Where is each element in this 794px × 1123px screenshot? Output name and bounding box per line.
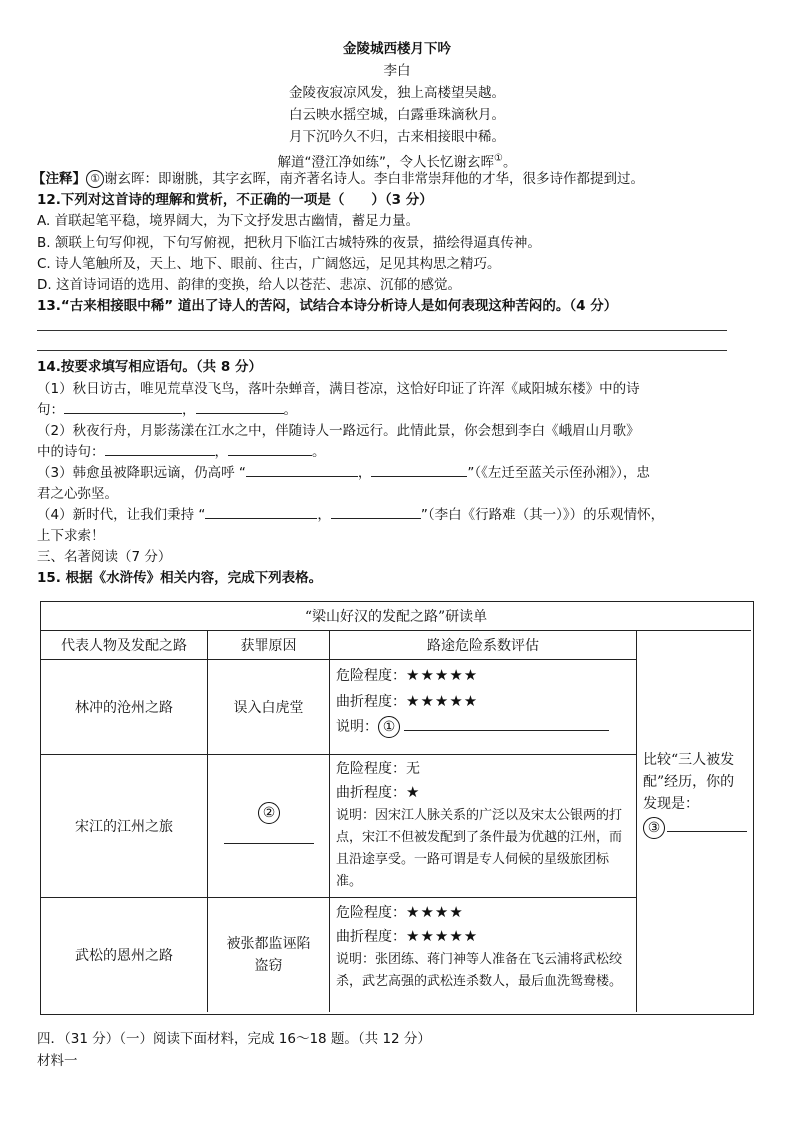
annotation-mark: ① <box>86 170 104 188</box>
compare-text: 比较“三人被发配”经历，你的发现是： <box>643 752 735 812</box>
footnote-mark: ① <box>494 153 503 164</box>
row1-twist-label: 曲折程度： <box>336 694 406 710</box>
q14-part3-line1: （3）韩愈虽被降职远谪，仍高呼 “ ， ”（《左迁至蓝关示侄孙湘》），忠 <box>37 462 650 484</box>
q14-part4-prefix: （4）新时代，让我们秉持 “ <box>37 507 206 523</box>
header-reason: 获罪原因 <box>208 631 330 660</box>
row2-note-label: 说明： <box>336 808 376 823</box>
section4-heading: 四．（31 分）（一）阅读下面材料，完成 16～18 题。（共 12 分） <box>37 1031 431 1047</box>
q14-blank-3[interactable] <box>105 441 215 456</box>
row3-route: 武松的恩州之路 <box>41 898 208 1012</box>
row3-note-text: 张团练、蒋门神等人准备在飞云浦将武松绞杀，武艺高强的武松连杀数人，最后血洗鸳鸯楼。 <box>336 952 623 989</box>
q14-blank-7[interactable] <box>205 504 317 519</box>
q14-part2-prefix: 中的诗句： <box>37 444 105 460</box>
annotation <box>32 168 644 190</box>
row2-danger-value: 无 <box>406 761 420 777</box>
annotation-label: 【注释】 <box>32 171 86 187</box>
q14-part1-prefix: 句： <box>37 402 64 418</box>
material-1-label: 材料一 <box>37 1053 78 1069</box>
row1-note-label: 说明： <box>336 719 378 735</box>
row2-reason-blank[interactable] <box>224 829 314 844</box>
study-table <box>40 601 754 1015</box>
row2-route: 宋江的江州之旅 <box>41 755 208 898</box>
header-route: 代表人物及发配之路 <box>41 631 208 660</box>
row2-reason-mark: ② <box>258 802 280 824</box>
q14-part4-line2: 上下求索！ <box>37 528 105 544</box>
q14-stem: 14.按要求填写相应语句。（共 8 分） <box>37 359 262 375</box>
q14-part1-end: 。 <box>283 402 297 418</box>
row3-danger-stars: ★★★★ <box>406 903 464 921</box>
q14-part3-line2: 君之心弥坚。 <box>37 486 118 502</box>
q14-part2-line1: （2）秋夜行舟，月影荡漾在江水之中，伴随诗人一路远行。此情此景，你会想到李白《峨眉山月歌》 <box>37 423 640 439</box>
poem-line-3: 月下沉吟久不归，古来相接眼中稀。 <box>289 129 505 145</box>
q14-blank-4[interactable] <box>228 441 312 456</box>
q14-blank-1[interactable] <box>64 399 182 414</box>
q14-part3-suffix: ”（《左迁至蓝关示侄孙湘》），忠 <box>467 465 650 481</box>
annotation-text: 谢玄晖：即谢朓，其字玄晖，南齐著名诗人。李白非常崇拜他的才华，很多诗作都提到过。 <box>104 171 644 187</box>
q13-stem: 13.“古来相接眼中稀” 道出了诗人的苦闷，试结合本诗分析诗人是如何表现这种苦闷的。（4 分） <box>37 298 618 314</box>
answer-line-2[interactable] <box>37 350 727 351</box>
q14-part4-suffix: ”（李白《行路难（其一）》）的乐观情怀， <box>420 507 665 523</box>
row2-danger-label: 危险程度： <box>336 761 406 777</box>
row3-danger-label: 危险程度： <box>336 905 406 921</box>
row1-note-mark: ① <box>378 716 400 738</box>
q14-part2-end: 。 <box>312 444 326 460</box>
q12-stem: 12.下列对这首诗的理解和赏析，不正确的一项是（ ）（3 分） <box>37 192 433 208</box>
q14-part1-line1: （1）秋日访古，唯见荒草没飞鸟，落叶杂蝉音，满目苍凉，这恰好印证了许浑《咸阳城东楼》中的诗 <box>37 381 640 397</box>
row3-twist-stars: ★★★★★ <box>406 927 479 945</box>
poem-line-4-text: 解道“澄江净如练”，令人长忆谢玄晖 <box>277 154 495 171</box>
row3-reason: 被张都监诬陷盗窃 <box>208 898 330 1012</box>
poem-line-2: 白云映水摇空城，白露垂珠滴秋月。 <box>289 107 505 123</box>
section3-heading: 三、名著阅读（7 分） <box>37 549 172 565</box>
poem-line-1: 金陵夜寂凉风发，独上高楼望吴越。 <box>289 85 505 101</box>
poem-author: 李白 <box>383 63 411 79</box>
row1-twist-stars: ★★★★★ <box>406 692 479 710</box>
poem-line-4-end: 。 <box>502 154 517 171</box>
answer-line-1[interactable] <box>37 330 727 331</box>
row3-twist-label: 曲折程度： <box>336 929 406 945</box>
compare-mark: ③ <box>643 817 665 839</box>
q15-stem: 15. 根据《水浒传》相关内容，完成下列表格。 <box>37 570 323 586</box>
poem-title: 金陵城西楼月下吟 <box>343 41 451 57</box>
q14-part2-line2: 中的诗句： ， 。 <box>37 441 326 463</box>
row1-danger-stars: ★★★★★ <box>406 666 479 684</box>
row3-note-label: 说明： <box>336 952 376 967</box>
row2-note-text: 因宋江人脉关系的广泛以及宋太公银两的打点，宋江不但被发配到了条件最为优越的江州，而且沿途享受。一路可谓是专人伺候的星级旅团标准。 <box>336 808 623 889</box>
compare-answer <box>643 817 751 839</box>
row1-reason: 误入白虎堂 <box>208 660 330 755</box>
compare-blank[interactable] <box>667 817 747 832</box>
q14-blank-2[interactable] <box>196 399 284 414</box>
row2-reason <box>208 755 330 898</box>
row3-evaluation <box>330 898 637 1012</box>
q12-option-a: A. 首联起笔平稳，境界阔大，为下文抒发思古幽情，蓄足力量。 <box>37 213 420 229</box>
header-evaluation: 路途危险系数评估 <box>330 631 637 660</box>
q12-option-d: D. 这首诗词语的选用、韵律的变换，给人以苍茫、悲凉、沉郁的感觉。 <box>37 277 461 293</box>
q14-part1-line2: 句： ， 。 <box>37 399 297 421</box>
compare-cell <box>637 631 751 1012</box>
q14-part3-prefix: （3）韩愈虽被降职远谪，仍高呼 “ <box>37 465 246 481</box>
q12-option-c: C. 诗人笔触所及，天上、地下、眼前、往古，广阔悠远，足见其构思之精巧。 <box>37 256 501 272</box>
q14-blank-8[interactable] <box>331 504 421 519</box>
row2-twist-label: 曲折程度： <box>336 785 406 801</box>
row2-evaluation <box>330 755 637 898</box>
table-title: “梁山好汉的发配之路”研读单 <box>41 602 751 631</box>
row2-twist-stars: ★ <box>406 783 421 801</box>
q14-part4-line1: （4）新时代，让我们秉持 “ ， ”（李白《行路难（其一）》）的乐观情怀， <box>37 504 664 526</box>
row1-evaluation <box>330 660 637 755</box>
row1-note-blank[interactable] <box>404 716 609 731</box>
q12-option-b: B. 颔联上句写仰视，下句写俯视，把秋月下临江古城特殊的夜景，描绘得逼真传神。 <box>37 235 541 251</box>
row1-danger-label: 危险程度： <box>336 668 406 684</box>
q14-blank-5[interactable] <box>246 462 358 477</box>
row1-route: 林冲的沧州之路 <box>41 660 208 755</box>
q14-blank-6[interactable] <box>371 462 467 477</box>
